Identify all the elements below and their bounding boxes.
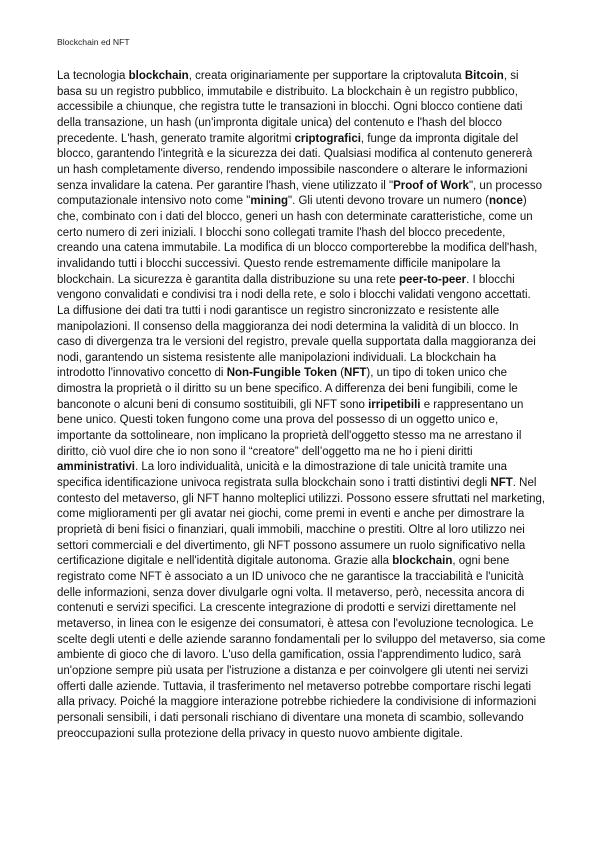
- bold-term: amministrativi: [57, 461, 135, 474]
- bold-term: Non-Fungible Token: [226, 367, 337, 380]
- bold-term: blockchain: [128, 70, 189, 82]
- text-run: , ogni bene registrato come NFT è associato a un ID univoco che ne garantisce la tracciabilità e l'unicità delle informazioni, senza dover divulgarle ogni volta. Il metaverso, però, necessita ancora di contenuti e servizi specifici. La crescente integrazione di prodotti e servizi direttamente nel metaverso, in linea con le esigenze dei consumatori, è attesa con l'evoluzione tecnologica. Le scelte degli utenti e delle aziende saranno fondamentali per lo sviluppo del metaverso, sia come ambiente di gioco che di lavoro. L'uso della gamification, ossia l'apprendimento ludico, sarà un'opzione sempre più usata per l'istruzione a distanza e per coinvolgere gli utenti nei servizi offerti dalle aziende. Tuttavia, il trasferimento nel metaverso potrebbe comportare rischi legati alla privacy. Poiché la maggiore interazione potrebbe richiedere la condivisione di informazioni personali sensibili, i dati personali rischiano di diventare una moneta di scambio, sollevando preoccupazioni sulla protezione della privacy in questo nuovo ambiente digitale.: [57, 555, 546, 740]
- text-run: ), un tipo di token unico che dimostra la proprietà o il diritto su un bene specifico. A differenza dei beni fungibili, come le banconote o alcuni beni di consumo sostituibili, gli NFT sono: [57, 367, 518, 411]
- text-run: , creata originariamente per supportare la criptovaluta: [188, 70, 465, 82]
- page-header-title: Blockchain ed NFT: [57, 37, 130, 47]
- text-run: ) che, combinato con i dati del blocco, generi un hash con determinate caratteristiche, come un certo numero di zeri iniziali. I blocchi sono collegati tramite l'hash del blocco precedente, creando una catena immutabile. La modifica di un blocco comporterebbe la modifica dell'hash, invalidando tutti i blocchi successivi. Questo rende estremamente difficile manipolare la blockchain. La sicurezza è garantita dalla distribuzione su una rete: [57, 195, 538, 286]
- bold-term: mining: [250, 195, 289, 208]
- text-run: ", un processo computazionale intensivo noto come ": [57, 179, 543, 208]
- bold-term: Proof of Work: [393, 179, 469, 192]
- bold-term: NFT: [344, 367, 367, 380]
- text-run: . La loro individualità, unicità e la dimostrazione di tale unicità tramite una specifica identificazione univoca registrata sulla blockchain sono i tratti distintivi degli: [57, 461, 508, 490]
- text-run: e rappresentano un bene unico. Questi token fungono come una prova del possesso di un oggetto unico e, importante da sottolineare, non implicano la proprietà dell'oggetto stesso ma ne arrestano il diritto, ciò vuol dire che io non sono il “creatore” dell’oggetto ma ne ho i pieni diritti: [57, 398, 524, 458]
- bold-term: irripetibili: [368, 398, 421, 411]
- bold-term: Bitcoin: [464, 70, 504, 82]
- bold-term: peer-to-peer: [399, 273, 467, 286]
- text-run: , si basa su un registro pubblico, immutabile e distribuito. La blockchain è un registro pubblico, accessibile a chiunque, che registra tutte le transazioni in blocchi. Ogni blocco contiene dati della transazione, un hash (un'impronta digitale unica) del contenuto e l'hash del blocco precedente. L'hash, generato tramite algoritmi: [57, 70, 523, 145]
- text-run: (: [337, 367, 345, 380]
- text-run: La tecnologia: [57, 70, 129, 82]
- text-run: , funge da impronta digitale del blocco, garantendo l'integrità e la sicurezza dei dati. Qualsiasi modifica al contenuto genererà un hash completamente diverso, rendendo impossibile nascondere o alterare le informazioni senza invalidare la catena. Per garantire l'hash, viene utilizzato il ": [57, 132, 533, 192]
- bold-term: criptografici: [294, 132, 361, 145]
- text-run: ". Gli utenti devono trovare un numero (: [288, 195, 489, 208]
- text-run: . Nel contesto del metaverso, gli NFT hanno molteplici utilizzi. Possono essere sfruttati nel marketing, come miglioramenti per gli avatar nei giochi, come premi in eventi e anche per dimostrare la proprietà di beni fisici o finanziari, quali immobili, macchine o prestiti. Oltre al loro utilizzo nei settori commerciali e del divertimento, gli NFT possono assumere un ruolo significativo nella certificazione digitale e nell'identità digitale autonoma. Grazie alla: [57, 477, 546, 568]
- bold-term: nonce: [488, 195, 523, 208]
- text-run: . I blocchi vengono convalidati e condivisi tra i nodi della rete, e solo i blocchi validati vengono accettati. La diffusione dei dati tra tutti i nodi garantisce un registro sincronizzato e resistente alle manipolazioni. Il consenso della maggioranza dei nodi determina la validità di un blocco. In caso di divergenza tra le versioni del registro, prevale quella supportata dalla maggioranza dei nodi, garantendo un sistema resistente alle manipolazioni individuali. La blockchain ha introdotto l'innovativo concetto di: [57, 273, 536, 380]
- body-paragraph: [57, 69, 546, 742]
- bold-term: NFT: [490, 477, 513, 490]
- bold-term: blockchain: [392, 555, 453, 568]
